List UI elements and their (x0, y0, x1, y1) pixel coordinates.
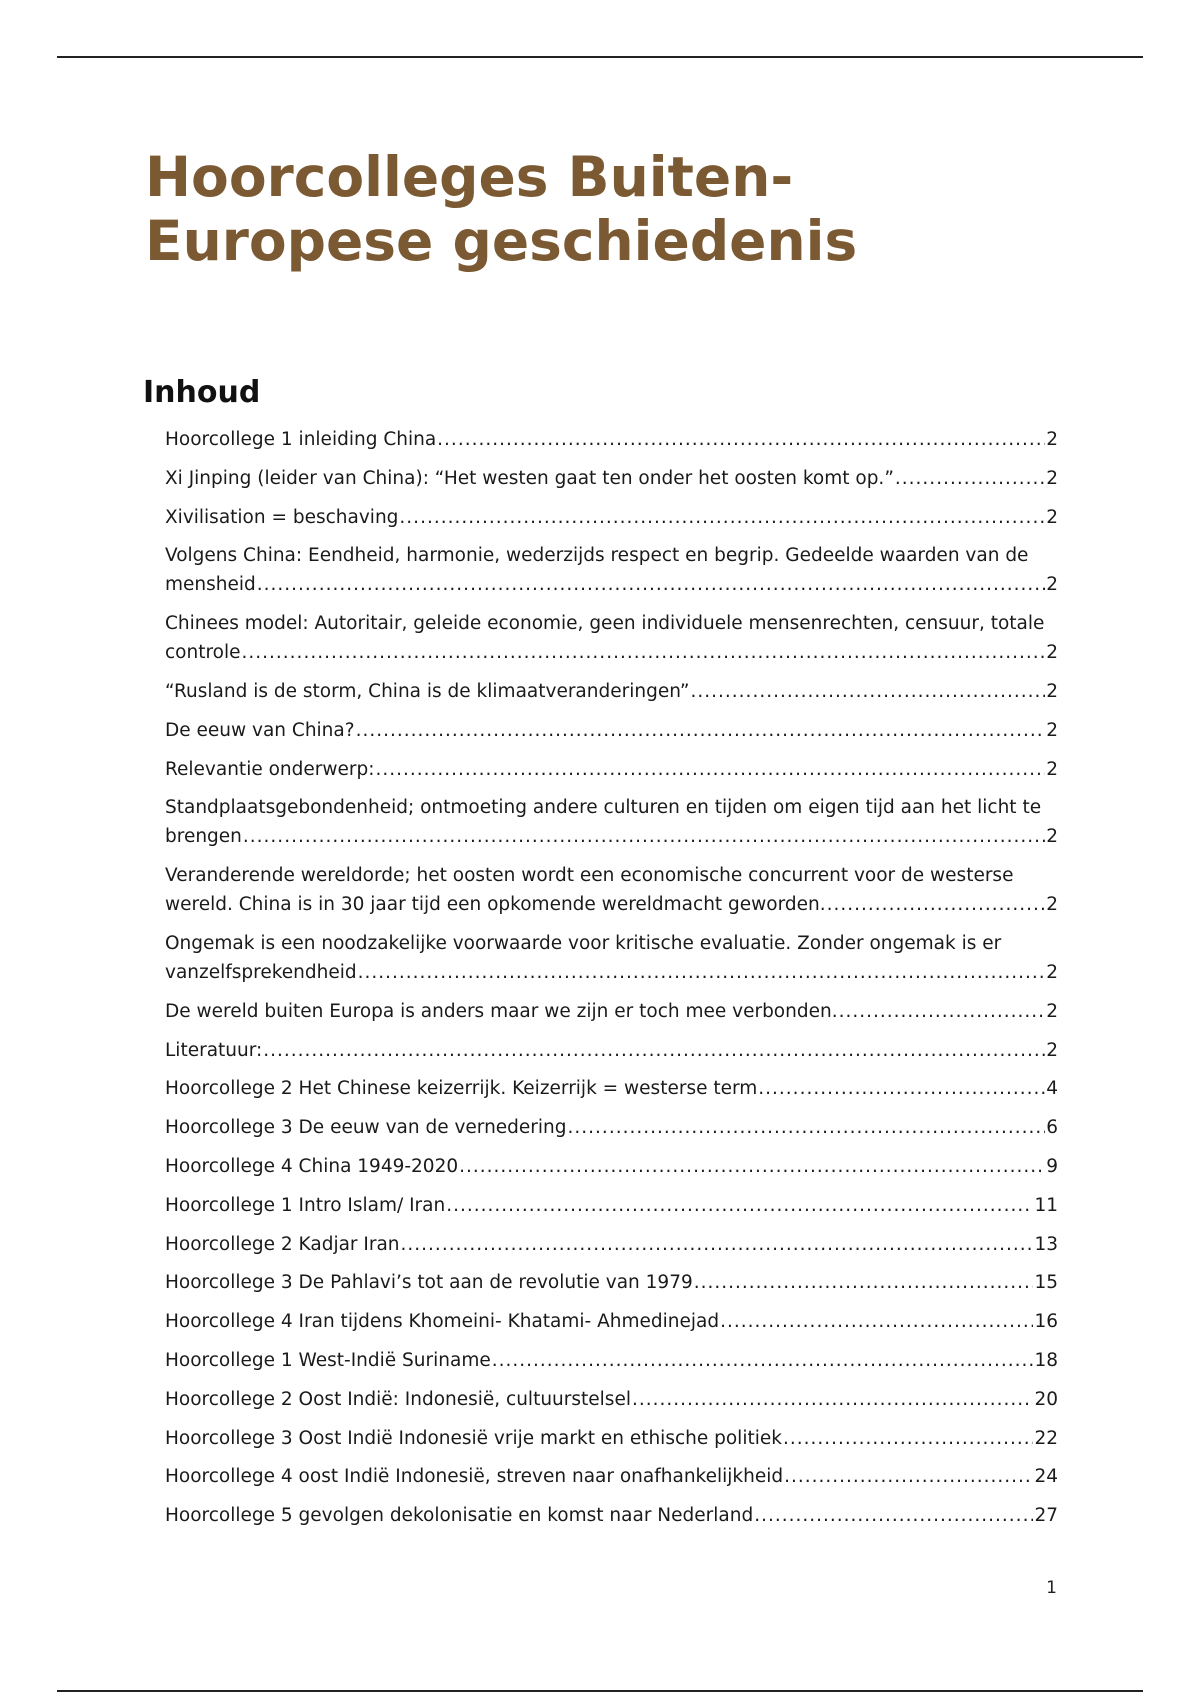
toc-entry-page: 13 (1034, 1233, 1058, 1255)
toc-entry-title: Ongemak is een noodzakelijke voorwaarde voor kritische evaluatie. Zonder ongemak is er vanzelfsprekendheid ..... (165, 929, 1045, 987)
toc-entry-title: Relevantie onderwerp: ..... (165, 755, 1045, 784)
toc-entry[interactable] (165, 997, 1058, 1026)
toc-entry-page: 2 (1046, 1039, 1058, 1061)
toc-entry-title: Literatuur: ..... (165, 1036, 1045, 1065)
toc-entry[interactable] (165, 1113, 1058, 1142)
toc-entry-title: Hoorcollege 3 De eeuw van de vernedering ..... (165, 1113, 1045, 1142)
toc-entry-page: 2 (1046, 467, 1058, 489)
toc-entry-page: 2 (1046, 894, 1058, 916)
toc-entry[interactable] (165, 1424, 1058, 1453)
toc-entry-title: Hoorcollege 4 oost Indië Indonesië, streven naar onafhankelijkheid ..... (165, 1462, 1033, 1491)
toc-entry[interactable] (165, 1268, 1058, 1297)
toc-entry[interactable] (165, 1307, 1058, 1336)
toc-entry[interactable] (165, 793, 1058, 851)
toc-entry-title: Xivilisation = beschaving ..... (165, 503, 1045, 532)
toc-entry-page: 2 (1046, 1000, 1058, 1022)
toc-entry-page: 2 (1046, 680, 1058, 702)
toc-entry-title: Hoorcollege 1 West-Indië Suriname ..... (165, 1346, 1033, 1375)
toc-entry-page: 11 (1034, 1194, 1058, 1216)
toc-entry-page: 2 (1046, 758, 1058, 780)
toc-entry-page: 4 (1046, 1078, 1058, 1100)
toc-entry-page: 6 (1046, 1117, 1058, 1139)
toc-entry-title: De eeuw van China? ..... (165, 716, 1045, 745)
toc-entry[interactable] (165, 1036, 1058, 1065)
table-of-contents (165, 425, 1058, 1540)
header-rule (57, 56, 1143, 58)
toc-entry-page: 2 (1046, 506, 1058, 528)
toc-entry[interactable] (165, 1074, 1058, 1103)
toc-entry-page: 24 (1034, 1466, 1058, 1488)
toc-entry-title: Hoorcollege 1 inleiding China ..... (165, 425, 1045, 454)
toc-entry-title: “Rusland is de storm, China is de klimaatveranderingen” ..... (165, 677, 1045, 706)
toc-entry-title: Hoorcollege 1 Intro Islam/ Iran ..... (165, 1191, 1033, 1220)
toc-entry-title: Hoorcollege 2 Oost Indië: Indonesië, cultuurstelsel ..... (165, 1385, 1033, 1414)
toc-entry-page: 2 (1046, 719, 1058, 741)
footer-rule (57, 1690, 1143, 1692)
toc-entry-title: Hoorcollege 2 Kadjar Iran ..... (165, 1230, 1033, 1259)
document-title: Hoorcolleges Buiten-Europese geschiedenis (145, 145, 858, 273)
toc-entry[interactable] (165, 929, 1058, 987)
toc-entry-title: Standplaatsgebondenheid; ontmoeting andere culturen en tijden om eigen tijd aan het licht te brengen ..... (165, 793, 1045, 851)
toc-entry-page: 18 (1034, 1349, 1058, 1371)
toc-entry-page: 9 (1046, 1155, 1058, 1177)
toc-entry[interactable] (165, 755, 1058, 784)
toc-entry[interactable] (165, 861, 1058, 919)
toc-entry-page: 2 (1046, 574, 1058, 596)
toc-entry[interactable] (165, 464, 1058, 493)
toc-entry[interactable] (165, 1230, 1058, 1259)
toc-entry[interactable] (165, 503, 1058, 532)
toc-entry-title: Hoorcollege 3 Oost Indië Indonesië vrije markt en ethische politiek ..... (165, 1424, 1033, 1453)
toc-entry-title: Chinees model: Autoritair, geleide economie, geen individuele mensenrechten, censuur, totale controle ..... (165, 609, 1045, 667)
toc-entry[interactable] (165, 1346, 1058, 1375)
toc-entry-page: 2 (1046, 642, 1058, 664)
toc-entry-page: 20 (1034, 1388, 1058, 1410)
toc-entry[interactable] (165, 1385, 1058, 1414)
toc-heading: Inhoud (143, 375, 261, 410)
toc-entry[interactable] (165, 677, 1058, 706)
toc-entry-title: Volgens China: Eendheid, harmonie, wederzijds respect en begrip. Gedeelde waarden van de mensheid ..... (165, 541, 1045, 599)
toc-entry-page: 2 (1046, 826, 1058, 848)
toc-entry-title: Hoorcollege 5 gevolgen dekolonisatie en komst naar Nederland ..... (165, 1501, 1033, 1530)
toc-entry-title: Hoorcollege 4 Iran tijdens Khomeini- Khatami- Ahmedinejad ..... (165, 1307, 1033, 1336)
toc-entry-title: Xi Jinping (leider van China): “Het westen gaat ten onder het oosten komt op.” ..... (165, 464, 1045, 493)
toc-entry-page: 27 (1034, 1505, 1058, 1527)
toc-entry[interactable] (165, 1191, 1058, 1220)
toc-entry-title: Hoorcollege 4 China 1949-2020 ..... (165, 1152, 1045, 1181)
toc-entry[interactable] (165, 425, 1058, 454)
toc-entry-page: 16 (1034, 1311, 1058, 1333)
toc-entry-title: Hoorcollege 3 De Pahlavi’s tot aan de revolutie van 1979 ..... (165, 1268, 1033, 1297)
toc-entry-page: 15 (1034, 1272, 1058, 1294)
toc-entry[interactable] (165, 1501, 1058, 1530)
toc-entry[interactable] (165, 1462, 1058, 1491)
toc-entry-page: 22 (1034, 1427, 1058, 1449)
toc-entry[interactable] (165, 609, 1058, 667)
toc-entry-title: De wereld buiten Europa is anders maar we zijn er toch mee verbonden. ..... (165, 997, 1045, 1026)
toc-entry[interactable] (165, 716, 1058, 745)
toc-entry-page: 2 (1046, 429, 1058, 450)
toc-entry[interactable] (165, 541, 1058, 599)
toc-entry[interactable] (165, 1152, 1058, 1181)
toc-entry-title: Hoorcollege 2 Het Chinese keizerrijk. Keizerrijk = westerse term ..... (165, 1074, 1045, 1103)
toc-entry-page: 2 (1046, 961, 1058, 983)
toc-entry-title: Veranderende wereldorde; het oosten wordt een economische concurrent voor de westerse wereld. China is in 30 jaar tijd een opkomende wereldmacht geworden. ..... (165, 861, 1045, 919)
page-number: 1 (1046, 1578, 1057, 1598)
